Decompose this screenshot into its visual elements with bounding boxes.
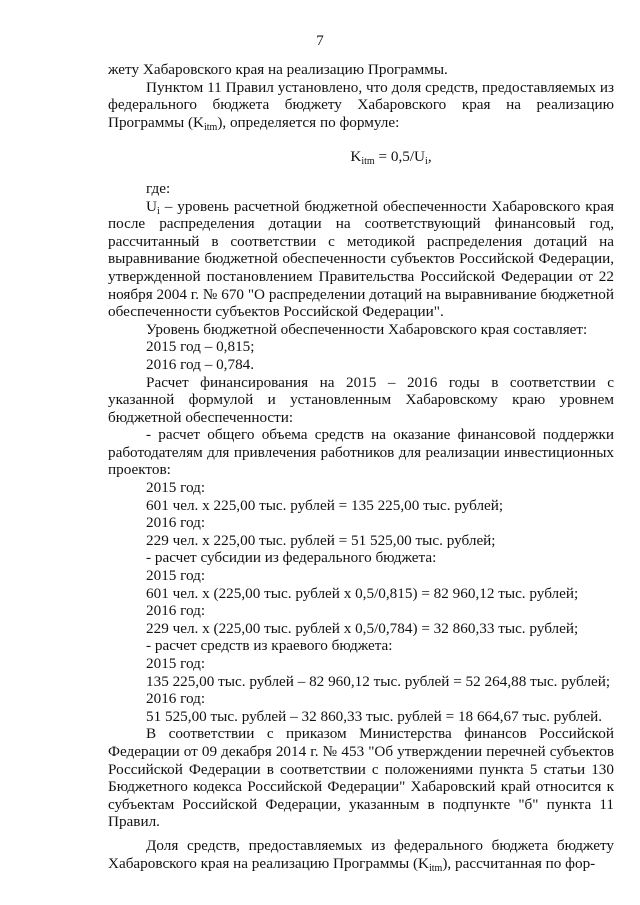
subscript: itm	[203, 121, 218, 133]
paragraph-rule-11	[108, 79, 614, 132]
calc-line: 229 чел. х (225,00 тыс. рублей х 0,5/0,784) = 32 860,33 тыс. рублей;	[146, 619, 579, 637]
page-number: 7	[316, 33, 324, 49]
year-label: 2016 год:	[146, 690, 206, 708]
calc-line: 601 чел. х (225,00 тыс. рублей х 0,5/0,815) = 82 960,12 тыс. рублей;	[146, 584, 579, 602]
year-label: 2016 год:	[146, 602, 206, 620]
paragraph-minfin-order: В соответствии с приказом Министерства финансов Российской Федерации от 09 декабря 2014 г. № 453 "Об утверждении перечней субъектов Российской Федерации в соответствии с положениями пункта 5 статьи 130 Бюджетного кодекса Российской Федерации" Хабаровский край относится к субъектам Российской Федерации, указанным в подпункте "б" пункта 11 Правил.	[108, 725, 614, 831]
year-label: 2015 год:	[146, 567, 206, 585]
paragraph-calculation: Расчет финансирования на 2015 – 2016 годы в соответствии с указанной формулой и установленным Хабаровскому краю уровнем бюджетной обеспеченности:	[108, 373, 614, 426]
level-heading: Уровень бюджетной обеспеченности Хабаровского края составляет:	[146, 320, 588, 338]
text-run: Доля средств, предоставляемых из федерального бюджета бюджету Хабаровского края на реализацию Программы (K	[108, 836, 614, 872]
calc-line: 229 чел. х 225,00 тыс. рублей = 51 525,00 тыс. рублей;	[146, 531, 496, 549]
bullet-total-funds: - расчет общего объема средств на оказание финансовой поддержки работодателям для привлечения работников для реализации инвестиционных проектов:	[108, 426, 614, 479]
formula-subscript: i	[425, 156, 428, 168]
formula-k: K	[350, 148, 362, 166]
subscript: itm	[429, 862, 443, 874]
bullet-federal-subsidy: - расчет субсидии из федерального бюджета:	[146, 549, 437, 567]
formula-end: ,	[427, 148, 432, 166]
paragraph-ui-definition	[108, 198, 614, 321]
formula-subscript: itm	[361, 156, 375, 168]
calc-line: 51 525,00 тыс. рублей – 32 860,33 тыс. рублей = 18 664,67 тыс. рублей.	[146, 707, 603, 725]
year-label: 2015 год:	[146, 655, 206, 672]
where-label: где:	[146, 179, 171, 197]
paragraph-continuation: жету Хабаровского края на реализацию Программы.	[108, 61, 448, 78]
calc-line: 601 чел. х 225,00 тыс. рублей = 135 225,00 тыс. рублей;	[146, 496, 504, 514]
formula	[108, 148, 614, 166]
year-label: 2016 год:	[146, 514, 206, 532]
text-run: – уровень расчетной бюджетной обеспеченности Хабаровского края после распределения дотации на соответствующий финансовый год, рассчитанный в соответствии с методикой распределения дотаций на выравнивание бюджетной обеспеченности субъектов Российской Федерации, утвержденной постановлением Правительства Российской Федерации от 22 ноября 2004 г. № 670 "О распределении дотаций на выравнивание бюджетной обеспеченности субъектов Российской Федерации".	[108, 197, 614, 321]
symbol-u: U	[146, 197, 157, 215]
formula-expression: = 0,5/U	[374, 148, 426, 166]
text-run: ), рассчитанная по фор-	[442, 854, 596, 872]
document-body	[108, 61, 614, 872]
text-run: ), определяется по формуле:	[217, 113, 400, 131]
subscript: i	[156, 205, 160, 217]
paragraph-share-of-funds	[108, 837, 614, 872]
text-run: Пунктом 11 Правил установлено, что доля средств, предоставляемых из федерального бюджета бюджету Хабаровского края на реализацию Программы (K	[108, 78, 614, 131]
bullet-regional-budget: - расчет средств из краевого бюджета:	[146, 637, 393, 655]
level-2015: 2015 год – 0,815;	[146, 338, 255, 356]
level-2016: 2016 год – 0,784.	[146, 355, 255, 373]
year-label: 2015 год:	[146, 479, 206, 497]
calc-line: 135 225,00 тыс. рублей – 82 960,12 тыс. рублей = 52 264,88 тыс. рублей;	[146, 672, 611, 690]
